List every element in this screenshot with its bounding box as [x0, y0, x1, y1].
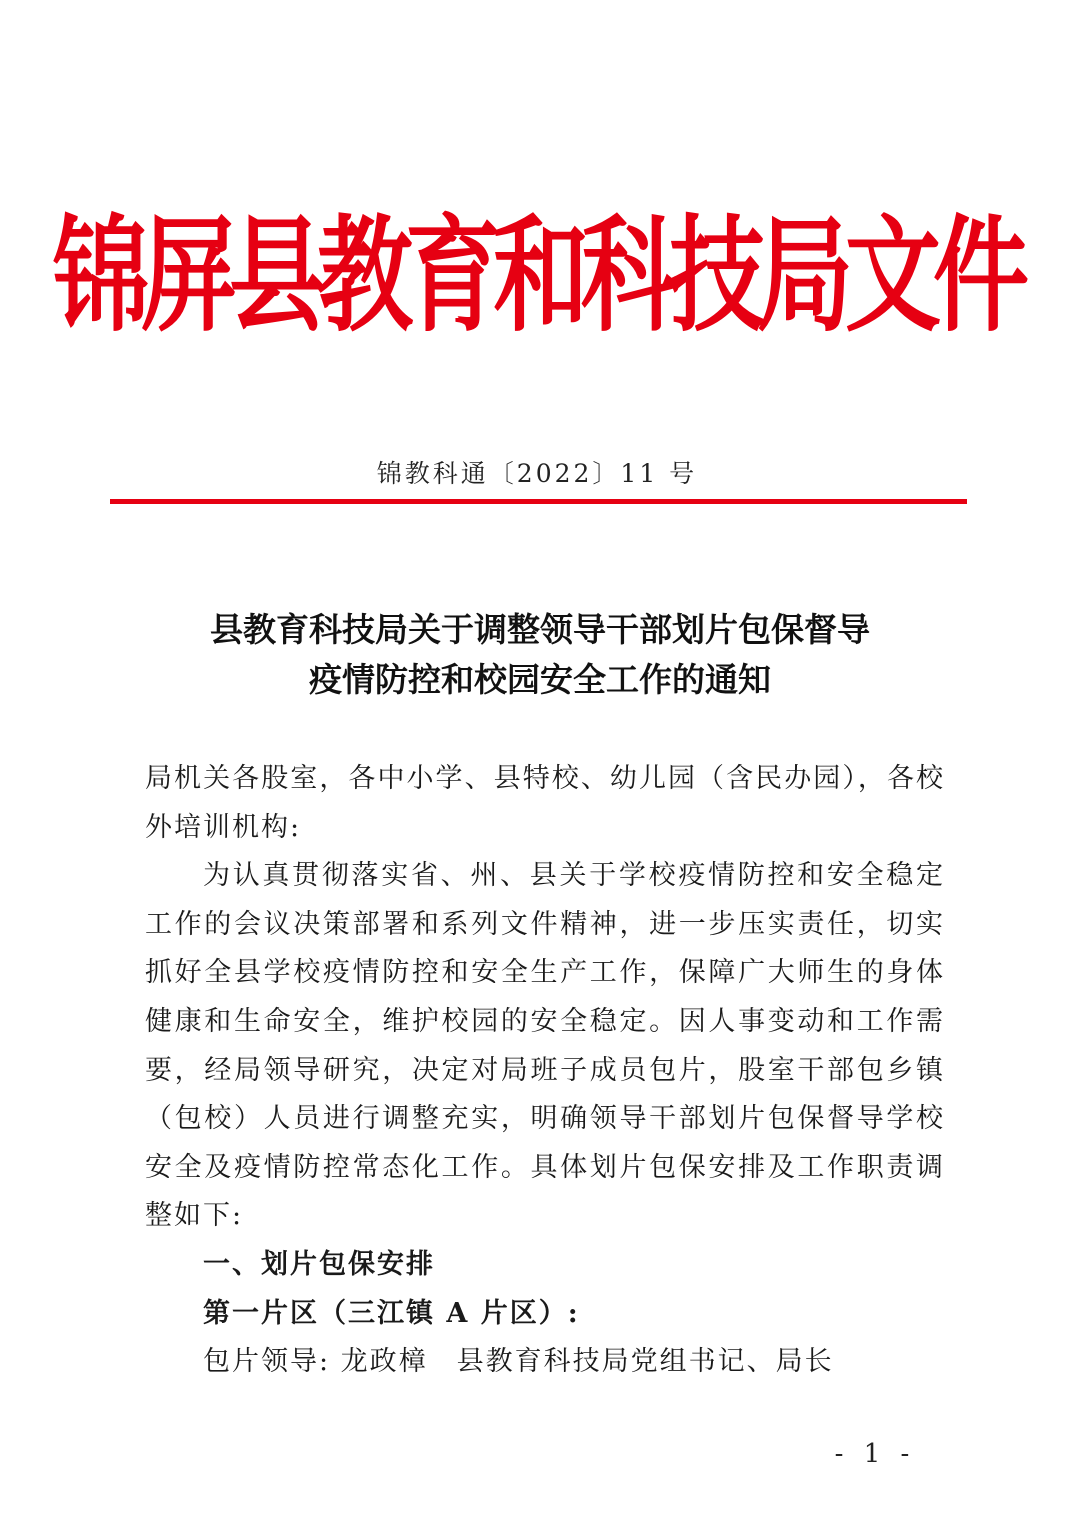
zone-leader-line: 包片领导: 龙政樟 县教育科技局党组书记、局长: [203, 1346, 834, 1378]
document-body: [145, 755, 945, 1387]
section-heading: 一、划片包保安排: [203, 1248, 435, 1280]
addressee-paragraph: 局机关各股室，各中小学、县特校、幼儿园（含民办园），各校外培训机构:: [145, 763, 945, 843]
intro-paragraph: 为认真贯彻落实省、州、县关于学校疫情防控和安全稳定工作的会议决策部署和系列文件精神，进一步压实责任，切实抓好全县学校疫情防控和安全生产工作，保障广大师生的身体健康和生命安全，维护校园的安全稳定。因人事变动和工作需要，经局领导研究，决定对局班子成员包片，股室干部包乡镇（包校）人员进行调整充实，明确领导干部划片包保督导学校安全及疫情防控常态化工作。具体划片包保安排及工作职责调整如下:: [145, 860, 945, 1232]
title-line-2: 疫情防控和校园安全工作的通知: [309, 660, 771, 699]
zone-heading: 第一片区（三江镇 A 片区）:: [203, 1297, 580, 1329]
document-number: 锦教科通〔2022〕11 号: [376, 459, 698, 488]
document-title: [120, 605, 960, 705]
red-divider-line: [110, 499, 967, 504]
document-masthead: 锦屏县教育和科技局文件: [53, 201, 1021, 349]
title-line-1: 县教育科技局关于调整领导干部划片包保督导: [210, 610, 870, 649]
page-number: - 1 -: [834, 1439, 916, 1469]
